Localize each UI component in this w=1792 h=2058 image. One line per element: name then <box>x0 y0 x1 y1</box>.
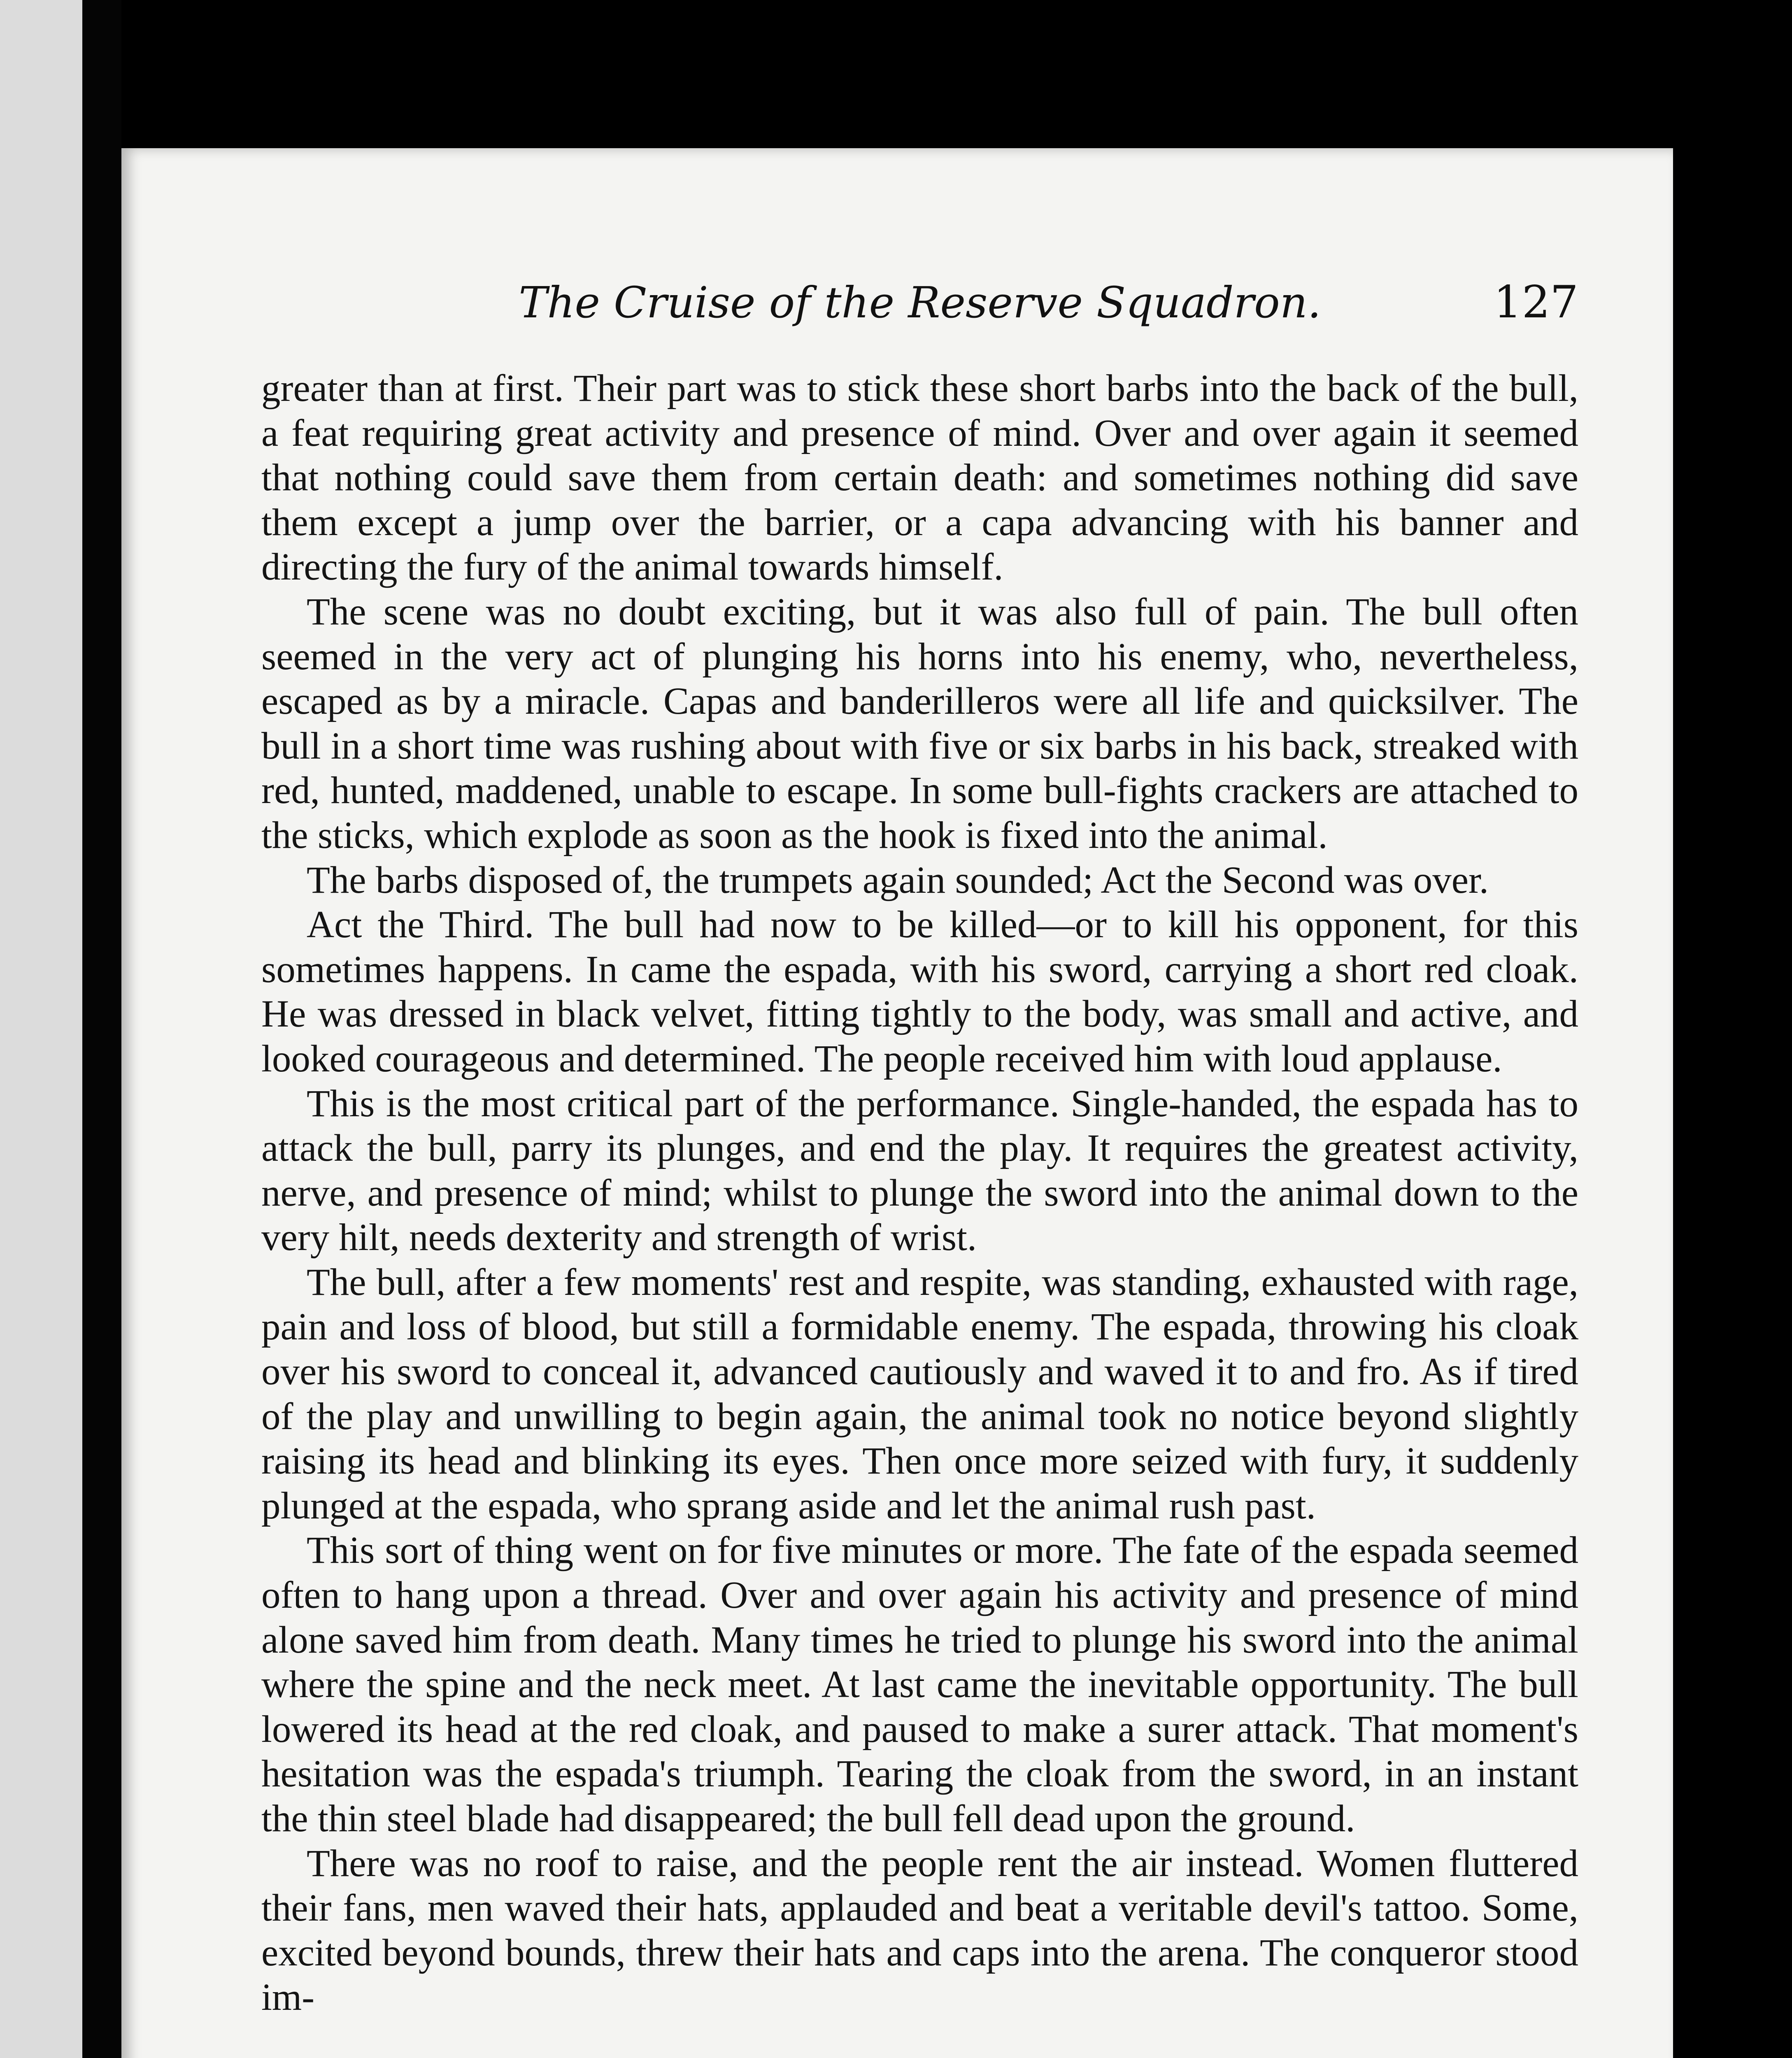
paragraph-5: This is the most critical part of the performance. Single-handed, the espada has to attack the bull, parry its plunges, and end the play. It requires the greatest activity, nerve, and presence of mind; whilst to plunge the sword into the animal down to the very hilt, needs dexterity and strength of wrist. <box>261 1082 1578 1259</box>
book-gutter <box>82 0 121 2058</box>
paragraph-1: greater than at first. Their part was to stick these short barbs into the back of the bull, a feat requiring great activity and presence of mind. Over and over again it seemed that nothing could save them from certain death: and sometimes nothing did save them except a jump over the barrier, or a capa advancing with his banner and directing the fury of the animal towards himself. <box>261 367 1578 589</box>
paragraph-2: The scene was no doubt exciting, but it was also full of pain. The bull often seemed in the very act of plunging his horns into his enemy, who, nevertheless, escaped as by a miracle. Capas and banderilleros were all life and quicksilver. The bull in a short time was rushing about with five or six barbs in his back, streaked with red, hunted, maddened, unable to escape. In some bull-fights crackers are attached to the sticks, which explode as soon as the hook is fixed into the animal. <box>261 590 1578 857</box>
running-head <box>261 272 1578 354</box>
paragraph-3: The barbs disposed of, the trumpets again sounded; Act the Second was over. <box>307 859 1489 901</box>
facing-page-edge <box>0 0 82 2058</box>
paragraph-7: This sort of thing went on for five minutes or more. The fate of the espada seemed often to hang upon a thread. Over and over again his activity and presence of mind alone saved him from death. Many times he tried to plunge his sword into the animal where the spine and the neck meet. At last came the inevitable opportunity. The bull lowered its head at the red cloak, and paused to make a surer attack. That moment's hesitation was the espada's triumph. Tearing the cloak from the sword, in an instant the thin steel blade had disappeared; the bull fell dead upon the ground. <box>261 1529 1578 1840</box>
paragraph-8: There was no roof to raise, and the people rent the air instead. Women fluttered their fans, men waved their hats, applauded and beat a veritable devil's tattoo. Some, excited beyond bounds, threw their hats and caps into the arena. The conqueror stood im- <box>261 1842 1578 2019</box>
book-page <box>121 148 1673 2058</box>
paragraph-6: The bull, after a few moments' rest and respite, was standing, exhausted with rage, pain and loss of blood, but still a formidable enemy. The espada, throwing his cloak over his sword to conceal it, advanced cautiously and waved it to and fro. As if tired of the play and unwilling to begin again, the animal took no notice beyond slightly raising its head and blinking its eyes. Then once more seized with fury, it suddenly plunged at the espada, who sprang aside and let the animal rush past. <box>261 1261 1578 1527</box>
body-text <box>261 366 1578 2020</box>
running-head-title: The Cruise of the Reserve Squadron. <box>519 277 1321 328</box>
paragraph-4: Act the Third. The bull had now to be killed—or to kill his opponent, for this sometimes happens. In came the espada, with his sword, carrying a short red cloak. He was dressed in black velvet, fitting tightly to the body, was small and active, and looked courageous and determined. The people received him with loud applause. <box>261 903 1578 1080</box>
page-number: 127 <box>1493 277 1578 328</box>
